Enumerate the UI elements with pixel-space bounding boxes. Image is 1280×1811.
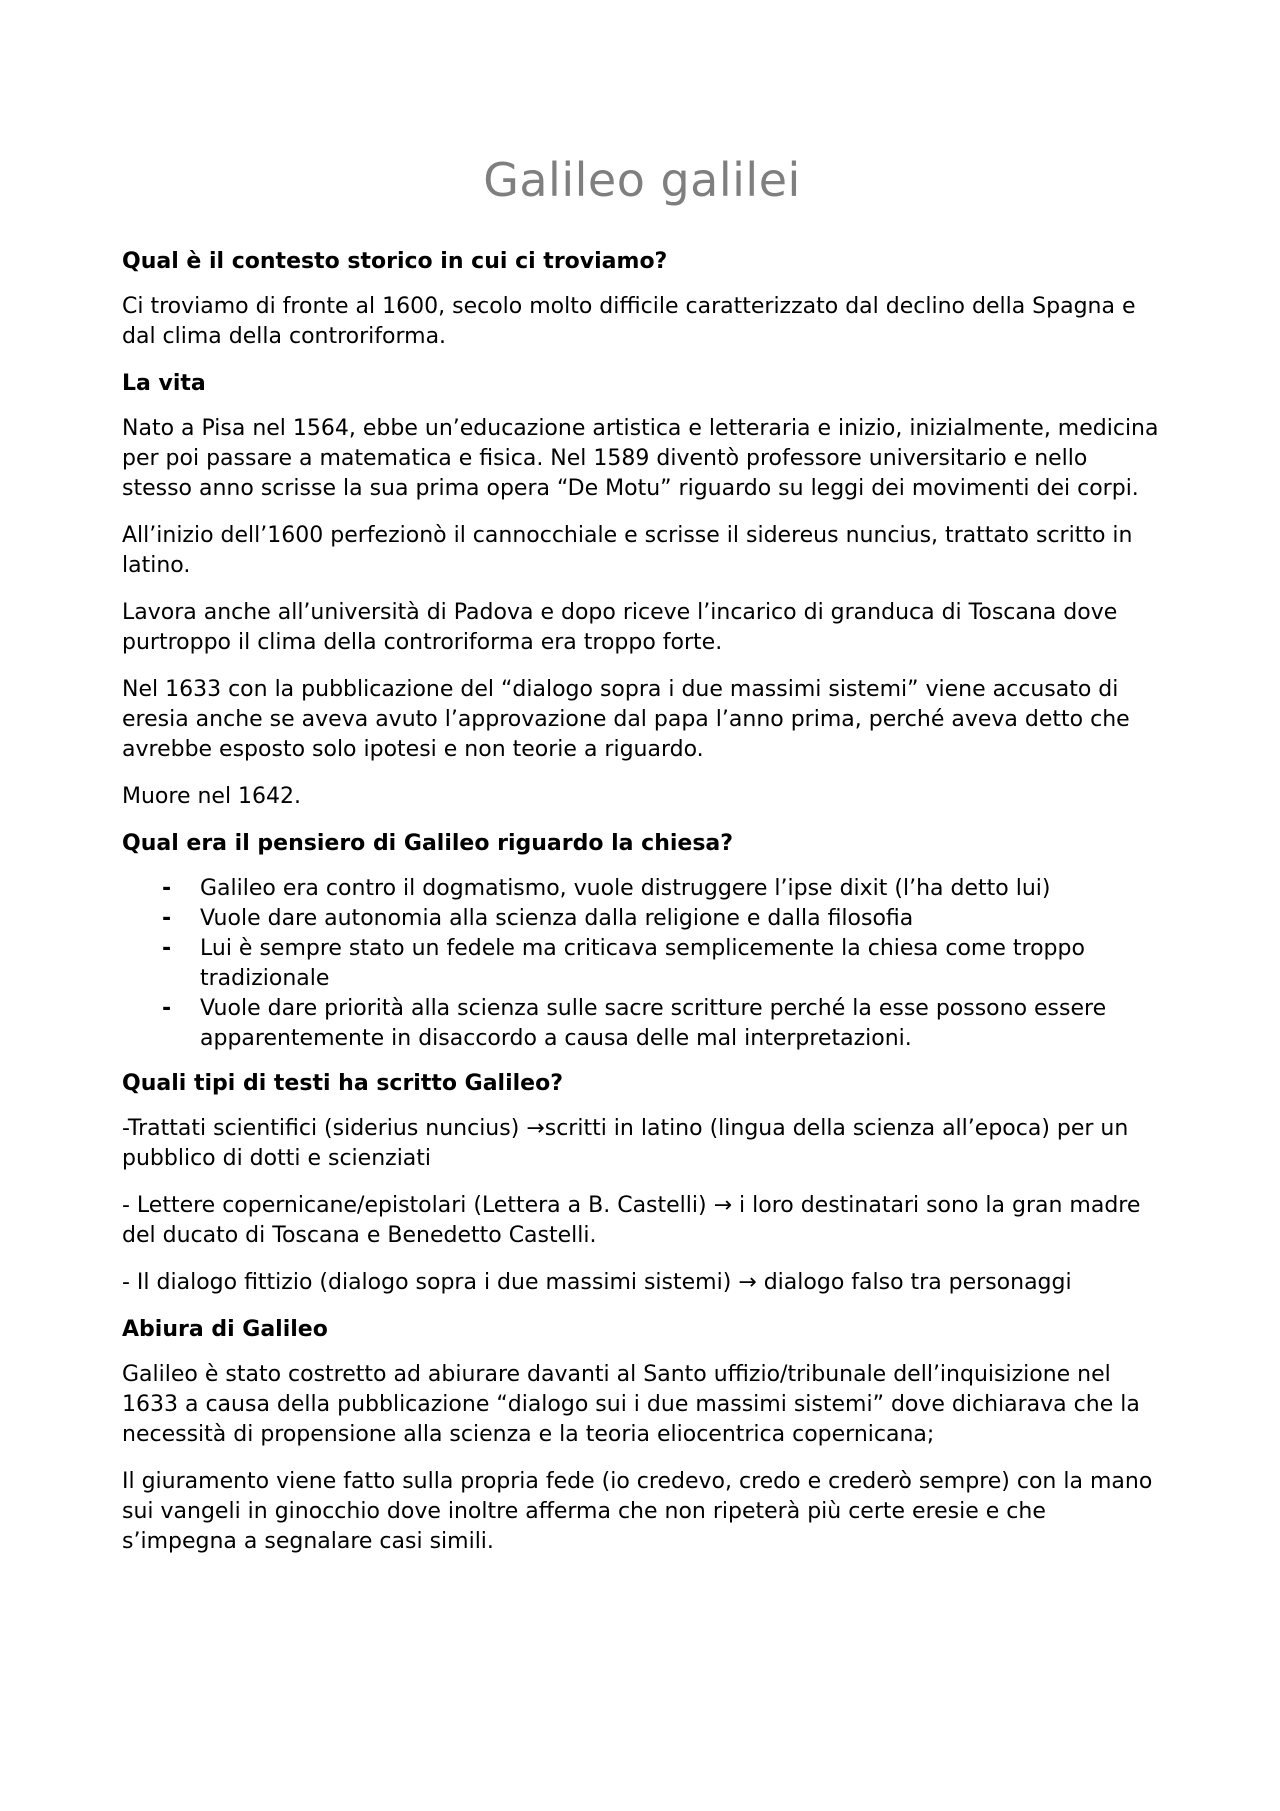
paragraph-vita-4: Nel 1633 con la pubblicazione del “dialogo sopra i due massimi sistemi” viene accusato di eresia anche se aveva avuto l’approvazione dal papa l’anno prima, perché aveva detto che avrebbe esposto solo ipotesi e non teorie a riguardo. bbox=[122, 677, 1130, 762]
list-item-text: Vuole dare autonomia alla scienza dalla religione e dalla filosofia bbox=[200, 906, 914, 931]
paragraph-testi-1: -Trattati scientifici (siderius nuncius) →scritti in latino (lingua della scienza all’epoca) per un pubblico di dotti e scienziati bbox=[122, 1116, 1129, 1171]
section-heading-abiura: Abiura di Galileo bbox=[122, 1317, 328, 1342]
section-heading-testi: Quali tipi di testi ha scritto Galileo? bbox=[122, 1071, 563, 1096]
pensiero-list bbox=[122, 874, 1162, 1054]
list-item bbox=[122, 994, 1162, 1054]
paragraph-abiura-1: Galileo è stato costretto ad abiurare davanti al Santo uffizio/tribunale dell’inquisizione nel 1633 a causa della pubblicazione “dialogo sui i due massimi sistemi” dove dichiarava che la necessità di propensione alla scienza e la teoria eliocentrica copernicana; bbox=[122, 1362, 1140, 1447]
paragraph-testi-2: - Lettere copernicane/epistolari (Lettera a B. Castelli) → i loro destinatari sono la gran madre del ducato di Toscana e Benedetto Castelli. bbox=[122, 1193, 1141, 1248]
list-item-text: Galileo era contro il dogmatismo, vuole distruggere l’ipse dixit (l’ha detto lui) bbox=[200, 876, 1051, 901]
paragraph-vita-2: All’inizio dell’1600 perfezionò il cannocchiale e scrisse il sidereus nuncius, trattato scritto in latino. bbox=[122, 523, 1133, 578]
paragraph-vita-1: Nato a Pisa nel 1564, ebbe un’educazione artistica e letteraria e inizio, inizialmente, medicina per poi passare a matematica e fisica. Nel 1589 diventò professore universitario e nello stesso anno scrisse la sua prima opera “De Motu” riguardo su leggi dei movimenti dei corpi. bbox=[122, 416, 1159, 501]
paragraph-testi-3: - Il dialogo fittizio (dialogo sopra i due massimi sistemi) → dialogo falso tra personaggi bbox=[122, 1270, 1072, 1295]
bullet-dash: - bbox=[162, 876, 172, 901]
bullet-dash: - bbox=[162, 906, 172, 931]
paragraph-abiura-2: Il giuramento viene fatto sulla propria fede (io credevo, credo e crederò sempre) con la mano sui vangeli in ginocchio dove inoltre afferma che non ripeterà più certe eresie e che s’impegna a segnalare casi simili. bbox=[122, 1469, 1153, 1554]
paragraph-contesto-1: Ci troviamo di fronte al 1600, secolo molto difficile caratterizzato dal declino della Spagna e dal clima della controriforma. bbox=[122, 294, 1136, 349]
paragraph-vita-5: Muore nel 1642. bbox=[122, 784, 302, 809]
bullet-dash: - bbox=[162, 936, 172, 961]
section-heading-pensiero: Qual era il pensiero di Galileo riguardo la chiesa? bbox=[122, 831, 734, 856]
list-item bbox=[122, 874, 1162, 904]
bullet-dash: - bbox=[162, 996, 172, 1021]
document-title: Galileo galilei bbox=[483, 153, 801, 207]
list-item-text: Lui è sempre stato un fedele ma criticava semplicemente la chiesa come troppo tradizionale bbox=[200, 936, 1085, 991]
list-item-text: Vuole dare priorità alla scienza sulle sacre scritture perché la esse possono essere apparentemente in disaccordo a causa delle mal interpretazioni. bbox=[200, 996, 1107, 1051]
paragraph-vita-3: Lavora anche all’università di Padova e dopo riceve l’incarico di granduca di Toscana dove purtroppo il clima della controriforma era troppo forte. bbox=[122, 600, 1118, 655]
list-item bbox=[122, 904, 1162, 934]
section-heading-contesto: Qual è il contesto storico in cui ci troviamo? bbox=[122, 249, 668, 274]
document-page bbox=[122, 150, 1162, 1574]
list-item bbox=[122, 934, 1162, 994]
section-heading-vita: La vita bbox=[122, 371, 206, 396]
